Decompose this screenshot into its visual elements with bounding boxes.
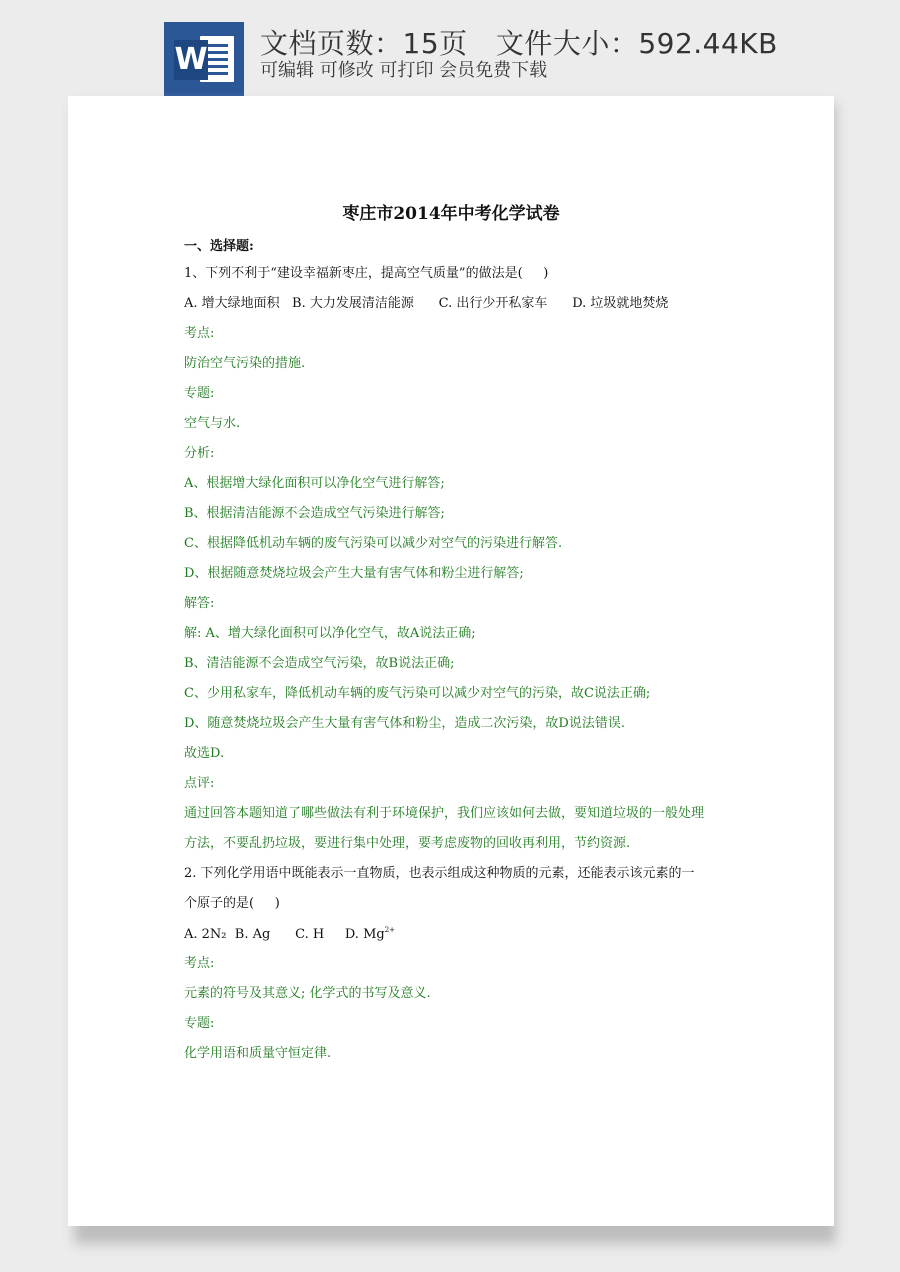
q1-fenxi-label: 分析: [184,446,215,461]
mg-ion-charge: 2+ [384,926,396,934]
q1-jieda-line: 解: A、增大绿化面积可以净化空气，故A说法正确; [184,626,476,641]
q1-zhuanti-label: 专题: [184,386,215,401]
q1-jieda-label: 解答: [184,596,215,611]
document-title: 枣庄市2014年中考化学试卷 [342,204,560,224]
file-features: 可编辑 可修改 可打印 会员免费下载 [260,60,548,81]
q1-jieda-line: C、少用私家车，降低机动车辆的废气污染可以减少对空气的污染，故C说法正确; [184,686,651,701]
q2-options-text: A. 2N₂ B. Ag C. H D. Mg [184,927,385,942]
q2-options [184,926,395,944]
q2-kaodian: 元素的符号及其意义; 化学式的书写及意义. [184,986,431,1001]
q1-dianping-label: 点评: [184,776,215,791]
q2-zhuanti-label: 专题: [184,1016,215,1031]
q1-fenxi-line: A、根据增大绿化面积可以净化空气进行解答; [184,476,445,491]
q1-jieda-line: D、随意焚烧垃圾会产生大量有害气体和粉尘，造成二次污染，故D说法错误. [184,716,625,731]
section-heading: 一、选择题: [184,239,254,254]
q2-kaodian-label: 考点: [184,956,215,971]
q1-stem: 1、下列不利于“建设幸福新枣庄，提高空气质量”的做法是( ) [184,266,549,281]
q1-fenxi-line: C、根据降低机动车辆的废气污染可以减少对空气的污染进行解答. [184,536,563,551]
q1-fenxi-line: B、根据清洁能源不会造成空气污染进行解答; [184,506,445,521]
q2-stem: 2. 下列化学用语中既能表示一直物质，也表示组成这种物质的元素，还能表示该元素的一 [184,866,695,881]
q2-stem-cont: 个原子的是( ) [184,896,280,911]
q1-dianping-line: 通过回答本题知道了哪些做法有利于环境保护，我们应该如何去做，要知道垃圾的一般处理 [184,806,705,821]
q1-fenxi-line: D、根据随意焚烧垃圾会产生大量有害气体和粉尘进行解答; [184,566,524,581]
q1-jieda-line: B、清洁能源不会造成空气污染，故B说法正确; [184,656,455,671]
download-info-header [0,0,900,96]
q1-dianping-line: 方法，不要乱扔垃圾，要进行集中处理，要考虑废物的回收再利用，节约资源. [184,836,631,851]
q1-kaodian-label: 考点: [184,326,215,341]
word-doc-icon [164,22,244,96]
q1-zhuanti: 空气与水. [184,416,241,431]
q2-zhuanti: 化学用语和质量守恒定律. [184,1046,332,1061]
q1-kaodian: 防治空气污染的措施. [184,356,306,371]
q1-jieda-line: 故选D. [184,746,225,761]
document-page [68,96,834,1226]
q1-options: A. 增大绿地面积 B. 大力发展清洁能源 C. 出行少开私家车 D. 垃圾就地焚烧 [184,296,669,311]
word-letter: W [174,40,208,80]
file-meta-info: 文档页数：15页 文件大小：592.44KB [260,27,778,60]
